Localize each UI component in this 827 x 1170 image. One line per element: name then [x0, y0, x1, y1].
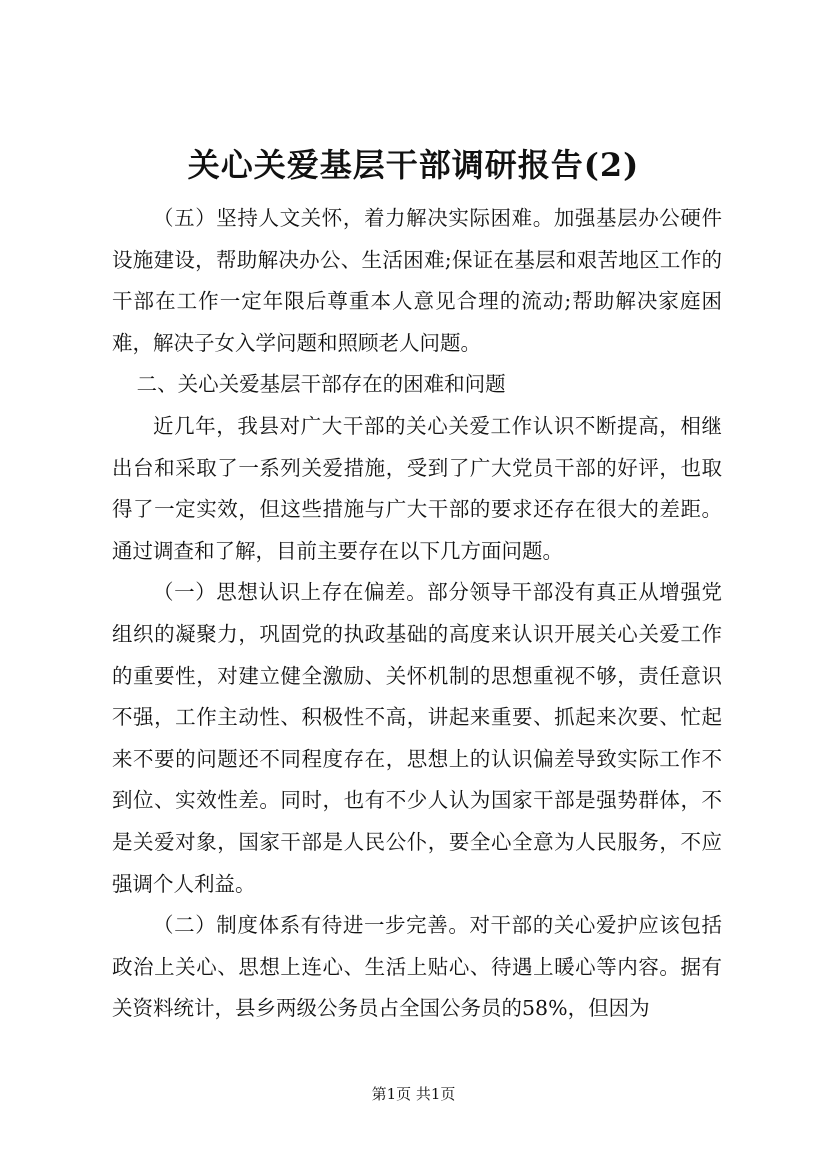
document-title: 关心关爱基层干部调研报告(2) [187, 146, 640, 184]
paragraph-measure-five: （五）坚持人文关怀，着力解决实际困难。加强基层办公硬件设施建设，帮助解决办公、生活困难;保证在基层和艰苦地区工作的干部在工作一定年限后尊重本人意见合理的流动;帮助解决家庭困难，解决子女入学问题和照顾老人问题。 [112, 206, 722, 355]
document-body [112, 198, 722, 1030]
section-heading-two: 二、关心关爱基层干部存在的困难和问题 [136, 372, 506, 397]
paragraph-problem-one: （一）思想认识上存在偏差。部分领导干部没有真正从增强党组织的凝聚力，巩固党的执政基础的高度来认识开展关心关爱工作的重要性，对建立健全激励、关怀机制的思想重视不够，责任意识不强，工作主动性、积极性不高，讲起来重要、抓起来次要、忙起来不要的问题还不同程度存在，思想上的认识偏差导致实际工作不到位、实效性差。同时，也有不少人认为国家干部是强势群体，不是关爱对象，国家干部是人民公仆，要全心全意为人民服务，不应强调个人利益。 [112, 580, 722, 896]
paragraph-problem-two: （二）制度体系有待进一步完善。对干部的关心爱护应该包括政治上关心、思想上连心、生活上贴心、待遇上暖心等内容。据有关资料统计，县乡两级公务员占全国公务员的58%，但因为 [112, 913, 722, 1021]
page-footer: 第1页 共1页 [371, 1085, 456, 1103]
paragraph-overview: 近几年，我县对广大干部的关心关爱工作认识不断提高，相继出台和采取了一系列关爱措施，受到了广大党员干部的好评，也取得了一定实效，但这些措施与广大干部的要求还存在很大的差距。通过调查和了解，目前主要存在以下几方面问题。 [112, 413, 722, 563]
